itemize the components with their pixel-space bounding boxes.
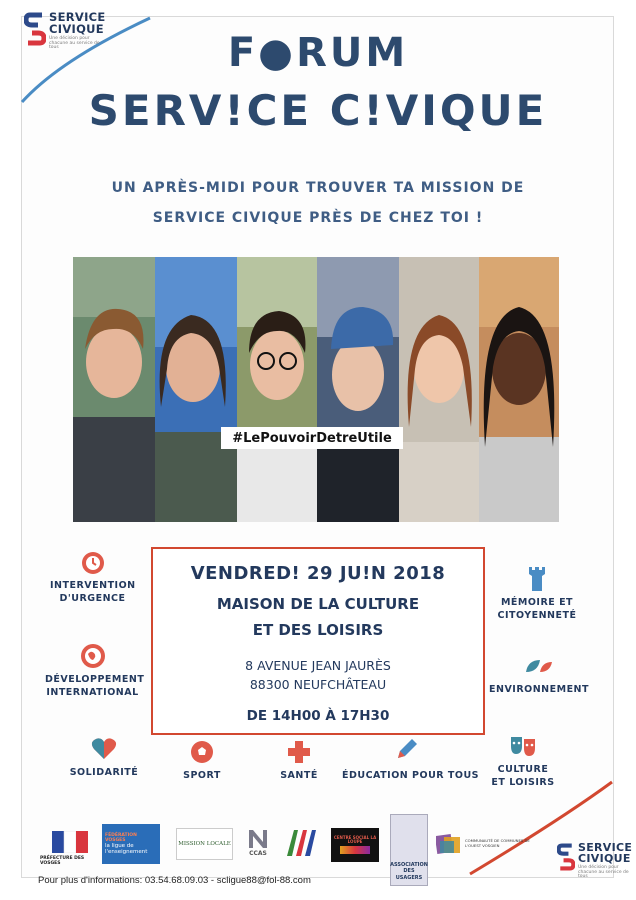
centre-social-label: CENTRE SOCIAL LA LOUPE — [333, 834, 377, 844]
event-hours: DE 14H00 À 17H30 — [246, 708, 390, 724]
theme-sante — [269, 740, 329, 783]
communaute-mark-icon — [436, 833, 462, 855]
theme-label-line1: MÉMOIRE ET — [500, 597, 574, 608]
theme-memoire-citoyennete — [497, 565, 577, 623]
prefecture-logo — [40, 826, 100, 870]
theme-environnement — [489, 656, 589, 697]
association-usagers-logo — [390, 814, 428, 886]
ccas-n-icon — [247, 828, 269, 850]
hashtag-label: #LePouvoirDetreUtile — [221, 427, 403, 449]
theme-label-line2: D'URGENCE — [59, 592, 126, 604]
ball-icon — [190, 740, 214, 764]
event-place-line2: ET DES LOISIRS — [252, 621, 384, 639]
logo-line1: SERVICE — [578, 841, 633, 854]
service-civique-logo-bottom — [557, 842, 634, 880]
heart-icon — [91, 737, 117, 761]
theme-label-line2: ET LOISIRS — [491, 776, 555, 788]
masks-icon — [509, 734, 537, 758]
theme-label-line1: SOLIDARITÉ — [69, 767, 139, 778]
theme-label-line2: INTERNATIONAL — [46, 686, 139, 698]
association-line1: ASSOCIATION — [390, 861, 428, 868]
subtitle-line2: SERVICE CIVIQUE PRÈS DE CHEZ TOI ! — [152, 210, 484, 226]
event-date: VENDRED! 29 JU!N 2018 — [190, 563, 446, 584]
cross-icon — [287, 740, 311, 764]
ccas-logo — [244, 824, 272, 860]
logo-line2: CIVIQUE — [578, 852, 631, 865]
logo-line2: CIVIQUE — [49, 21, 104, 36]
communaute-communes-logo — [436, 830, 546, 858]
title-service-civique: SERV!CE C!VIQUE — [88, 86, 548, 135]
association-line3: USAGERS — [395, 874, 423, 881]
theme-solidarite — [64, 737, 144, 780]
prefecture-label: PRÉFECTURE DES VOSGES — [40, 855, 85, 866]
theme-label-line1: ÉDUCATION POUR TOUS — [342, 770, 480, 781]
communaute-label: COMMUNAUTÉ DE COMMUNES DE L'OUEST VOSGIEN — [465, 838, 530, 848]
contact-info[interactable]: Pour plus d'informations: 03.54.68.09.03 - scligue88@fol-88.com — [38, 875, 311, 886]
event-place-line1: MAISON DE LA CULTURE — [216, 595, 420, 613]
event-address-line2: 88300 NEUFCHÂTEAU — [249, 677, 387, 692]
subtitle-line1: UN APRÈS-MIDI POUR TROUVER TA MISSION DE — [111, 180, 525, 196]
theme-label-line1: CULTURE — [497, 764, 549, 775]
theme-label-line1: INTERVENTION — [50, 580, 136, 591]
ligue-label-line1: FÉDÉRATION VOSGES — [105, 832, 137, 843]
association-line2: DES — [403, 868, 415, 874]
ligue-enseignement-logo — [102, 824, 160, 864]
theme-label-line1: SANTÉ — [280, 770, 318, 781]
volunteers-photo-illustration — [73, 257, 559, 522]
globe-icon — [79, 642, 107, 670]
theme-developpement-international — [45, 642, 145, 700]
theme-sport — [172, 740, 232, 783]
event-info-box — [151, 547, 485, 735]
ccas-label: CCAS — [249, 849, 267, 857]
marianne-flag-icon — [52, 831, 88, 853]
ligue-label-line2: la ligue de l'enseignement — [105, 842, 148, 855]
tower-icon — [527, 565, 547, 593]
leaf-icon — [524, 656, 554, 676]
service-civique-mark-icon — [557, 842, 575, 872]
centre-social-logo — [331, 828, 379, 862]
theme-culture-loisirs — [488, 734, 558, 790]
mission-locale-label: MISSION LOCALE — [178, 841, 231, 847]
theme-label-line1: SPORT — [183, 770, 221, 781]
theme-label-line1: DÉVELOPPEMENT — [45, 674, 145, 685]
theme-intervention-urgence — [50, 550, 135, 606]
theme-label-line1: ENVIRONNEMENT — [489, 684, 589, 695]
neufchateau-mark-icon — [284, 826, 318, 860]
event-address-line1: 8 AVENUE JEAN JAURÈS — [245, 658, 391, 673]
logo-line1: SERVICE — [49, 10, 106, 24]
theme-education — [342, 736, 480, 783]
title-forum: F●RUM — [227, 30, 409, 76]
neufchateau-logo — [283, 824, 319, 862]
logo-tagline: Une décision pour chacune au service de tous — [49, 36, 100, 50]
mission-locale-logo — [176, 828, 233, 860]
logo-tagline: Une décision pour chacune au service de tous — [578, 865, 629, 879]
volunteers-photo — [73, 257, 559, 522]
clock-icon — [80, 550, 106, 576]
theme-label-line2: CITOYENNETÉ — [497, 609, 577, 621]
centre-social-bar — [340, 846, 370, 854]
pencil-icon — [394, 736, 420, 762]
